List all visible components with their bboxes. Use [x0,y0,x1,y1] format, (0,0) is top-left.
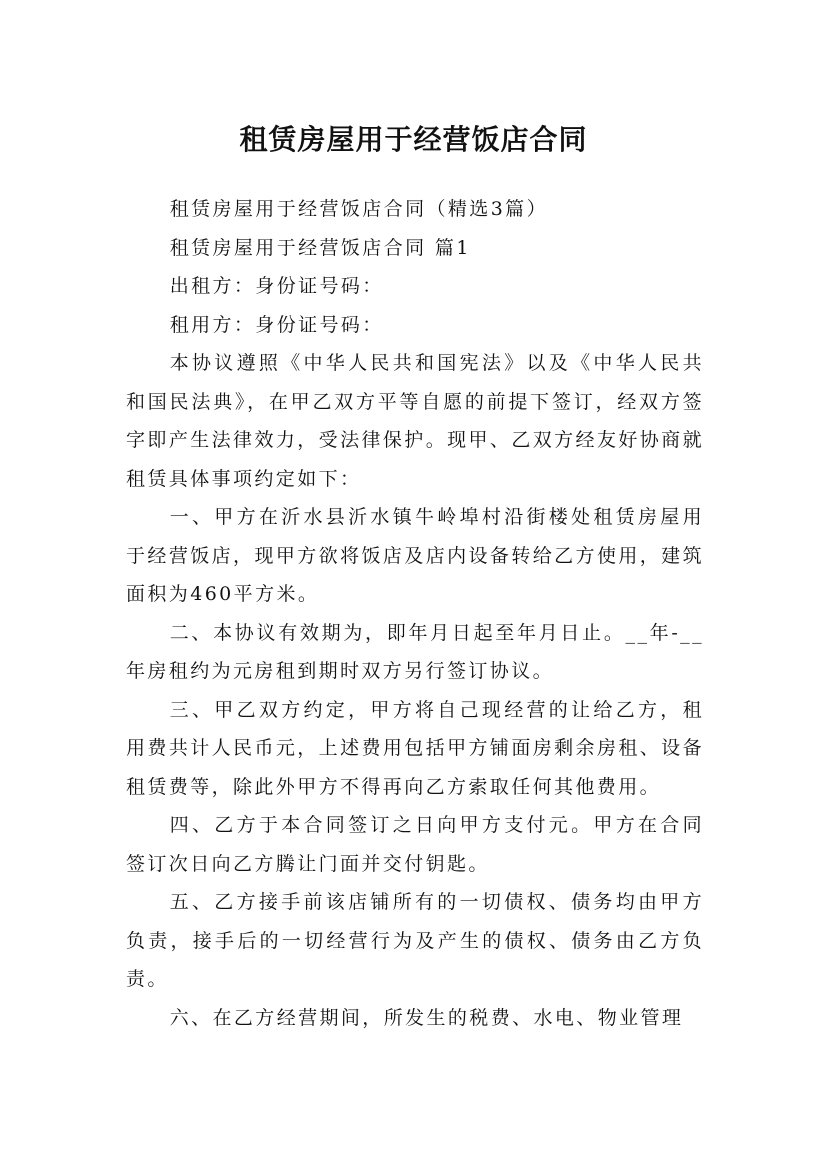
paragraph-section-heading: 租赁房屋用于经营饭店合同 篇1 [169,236,471,259]
paragraph-clause-2: 二、本协议有效期为，即年月日起至年月日止。__年-__年房租约为元房租到期时双方另行签订协议。 [126,621,704,682]
paragraph-clause-3: 三、甲乙双方约定，甲方将自己现经营的让给乙方，租用费共计人民币元，上述费用包括甲方铺面房剩余房租、设备租赁费等，除此外甲方不得再向乙方索取任何其他费用。 [126,698,704,798]
paragraph-clause-4: 四、乙方于本合同签订之日向甲方支付元。甲方在合同签订次日向乙方腾让门面并交付钥匙。 [126,814,704,875]
paragraph-clause-1: 一、甲方在沂水县沂水镇牛岭埠村沿街楼处租赁房屋用于经营饭店，现甲方欲将饭店及店内设备转给乙方使用，建筑面积为460平方米。 [126,506,704,605]
paragraph-clause-6: 六、在乙方经营期间，所发生的税费、水电、物业管理 [169,1006,684,1029]
paragraph-lessee: 租用方：身份证号码： [169,313,384,336]
document-title: 租赁房屋用于经营饭店合同 [239,122,588,156]
paragraph-clause-5: 五、乙方接手前该店铺所有的一切债权、债务均由甲方负责，接手后的一切经营行为及产生的债权、债务由乙方负责。 [126,891,704,990]
document-body [126,190,704,1037]
paragraph-preamble: 本协议遵照《中华人民共和国宪法》以及《中华人民共和国民法典》，在甲乙双方平等自愿的前提下签订，经双方签字即产生法律效力，受法律保护。现甲、乙双方经友好协商就租赁具体事项约定如下： [126,352,704,490]
paragraph-subtitle: 租赁房屋用于经营饭店合同（精选3篇） [169,198,548,220]
paragraph-lessor: 出租方：身份证号码： [169,275,384,297]
